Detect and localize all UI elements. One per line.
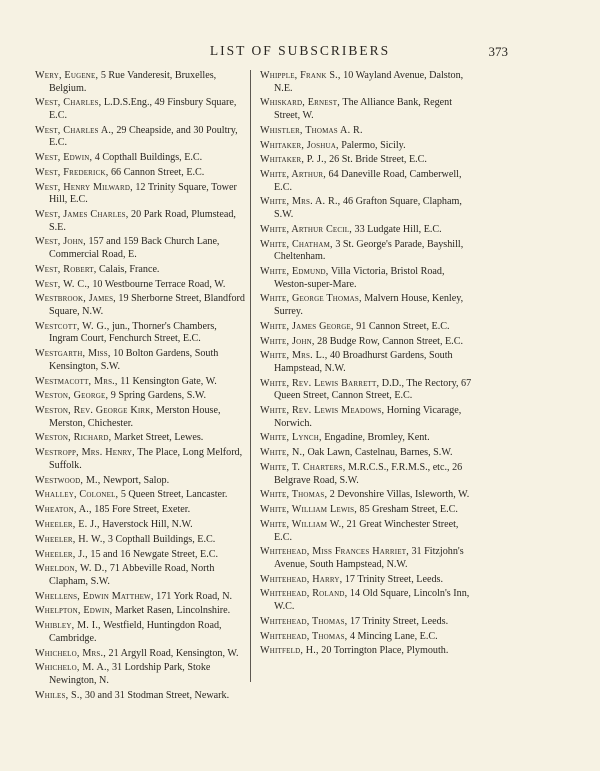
subscriber-entry — [35, 390, 247, 403]
subscriber-entry — [35, 648, 247, 661]
subscriber-entry — [260, 447, 472, 460]
subscriber-entry — [260, 266, 472, 291]
subscriber-name: Westwood, M., — [35, 474, 101, 486]
subscriber-entry — [35, 405, 247, 430]
subscriber-address: 40 Broadhurst Gardens, South Hampstead, N.W. — [274, 350, 453, 374]
subscriber-name: Westmacott, Mrs., — [35, 375, 118, 387]
subscriber-name: Whiles, S., — [35, 689, 83, 701]
subscriber-entry — [260, 462, 472, 487]
subscriber-address: 157 and 159 Back Church Lane, Commercial Road, E. — [49, 236, 220, 261]
subscriber-name: Whichelo, Mrs., — [35, 647, 106, 659]
subscriber-address: 2 Devonshire Villas, Isleworth, W. — [329, 489, 470, 501]
subscriber-name: Westbrook, James, — [35, 293, 116, 305]
subscriber-name: White, Rev. Lewis Barrett, — [260, 377, 380, 389]
subscriber-name: White, N., — [260, 447, 305, 459]
subscriber-address: 17 Trinity Street, Leeds. — [344, 573, 443, 585]
subscriber-address: 9 Spring Gardens, S.W. — [110, 390, 207, 402]
subscriber-name: West, Robert, — [35, 263, 97, 275]
subscriber-address: 20 Park Road, Plumstead, S.E. — [49, 209, 236, 233]
subscriber-address: 28 Budge Row, Cannon Street, E.C. — [317, 335, 464, 347]
subscriber-entry — [260, 616, 472, 629]
subscriber-address: 26 St. Bride Street, E.C. — [329, 154, 427, 166]
subscriber-name: West, W. C., — [35, 278, 90, 290]
subscriber-name: Whitehead, Roland, — [260, 588, 348, 600]
left-column — [35, 70, 247, 705]
subscriber-entry — [260, 224, 472, 237]
subscriber-address: D.D., The Rectory, 67 Queen Street, Cannon Street, E.C. — [274, 377, 472, 402]
subscriber-name: Whitfeld, H., — [260, 645, 319, 657]
subscriber-name: White, Mrs. L., — [260, 350, 328, 362]
subscriber-entry — [35, 264, 247, 277]
subscriber-address: 4 Copthall Buildings, E.C. — [94, 152, 203, 164]
subscriber-name: West, James Charles, — [35, 209, 129, 221]
subscriber-name: Westropp, Mrs. Henry, — [35, 447, 135, 459]
right-column — [260, 70, 472, 660]
page-title: LIST OF SUBSCRIBERS — [209, 43, 391, 58]
subscriber-address: Newport, Salop. — [103, 474, 170, 486]
subscriber-address: 171 York Road, N. — [156, 590, 233, 602]
subscriber-entry — [35, 690, 247, 703]
subscriber-name: White, Arthur Cecil, — [260, 223, 352, 235]
subscriber-name: Wheeler, J., — [35, 548, 88, 560]
subscriber-name: White, William Lewis, — [260, 504, 357, 516]
subscriber-entry — [35, 519, 247, 532]
subscriber-name: Whitaker, Joshua, — [260, 139, 339, 151]
subscriber-name: West, Frederick, — [35, 166, 109, 178]
subscriber-address: 10 Westbourne Terrace Road, W. — [92, 278, 226, 290]
subscriber-address: 4 Mincing Lane, E.C. — [349, 630, 438, 642]
subscriber-address: 10 Wayland Avenue, Dalston, N.E. — [274, 70, 464, 94]
subscriber-address: Market Rasen, Lincolnshire. — [114, 605, 231, 617]
subscriber-address: Engadine, Bromley, Kent. — [324, 432, 430, 444]
subscriber-address: The Alliance Bank, Regent Street, W. — [274, 97, 453, 121]
page-number: 373 — [488, 44, 508, 59]
subscriber-entry — [260, 504, 472, 517]
subscriber-address: L.D.S.Eng., 49 Finsbury Square, E.C. — [49, 97, 237, 121]
subscriber-name: Westcott, W. G., — [35, 320, 110, 332]
subscriber-entry — [35, 293, 247, 318]
subscriber-address: 66 Cannon Street, E.C. — [110, 166, 205, 178]
subscriber-address: 3 St. George's Parade, Bayshill, Cheltenham. — [274, 238, 464, 263]
subscriber-address: M.R.C.S., F.R.M.S., etc., 26 Belgrave Road, S.W. — [274, 462, 463, 486]
subscriber-address: 11 Kensington Gate, W. — [120, 375, 217, 387]
subscriber-name: Weston, Richard, — [35, 432, 112, 444]
subscriber-address: 21 Argyll Road, Kensington, W. — [108, 647, 239, 659]
subscriber-entry — [260, 350, 472, 375]
subscriber-entry — [35, 348, 247, 373]
subscriber-name: White, William W., — [260, 518, 345, 530]
subscriber-name: Wery, Eugene, — [35, 70, 99, 81]
subscriber-entry — [35, 563, 247, 588]
subscriber-name: White, James George, — [260, 320, 354, 332]
page-header — [0, 40, 600, 62]
subscriber-name: White, Rev. Lewis Meadows, — [260, 405, 385, 417]
subscriber-address: 71 Abbeville Road, North Clapham, S.W. — [49, 563, 215, 587]
subscriber-name: Whelpton, Edwin, — [35, 605, 113, 617]
subscriber-entry — [260, 97, 472, 122]
subscriber-entry — [35, 70, 247, 95]
subscriber-name: Whichelo, M. A., — [35, 662, 110, 674]
subscriber-entry — [35, 321, 247, 346]
subscriber-address: 17 Trinity Street, Leeds. — [349, 615, 449, 627]
subscriber-address: 185 Fore Street, Exeter. — [94, 504, 191, 516]
subscriber-entry — [260, 154, 472, 167]
subscriber-address: 91 Cannon Street, E.C. — [356, 320, 450, 332]
subscriber-name: Whitehead, Thomas, — [260, 630, 348, 642]
subscriber-entry — [35, 504, 247, 517]
subscriber-entry — [35, 549, 247, 562]
subscriber-entry — [35, 662, 247, 687]
subscriber-name: Wheaton, A., — [35, 504, 92, 516]
subscriber-entry — [260, 631, 472, 644]
subscriber-address: 29 Cheapside, and 30 Poultry, E.C. — [49, 124, 238, 149]
subscriber-address: 19 Sherborne Street, Blandford Square, N.W. — [49, 293, 245, 317]
subscriber-entry — [260, 546, 472, 571]
subscriber-entry — [260, 293, 472, 318]
subscriber-name: Whipple, Frank S., — [260, 70, 341, 81]
subscriber-name: Wheeler, E. J., — [35, 518, 100, 530]
subscriber-entry — [260, 574, 472, 587]
subscriber-name: Westgarth, Miss, — [35, 348, 111, 360]
subscriber-address: 5 Queen Street, Lancaster. — [120, 489, 228, 501]
subscriber-name: West, Henry Milward, — [35, 181, 133, 193]
subscriber-address: 14 Old Square, Lincoln's Inn, W.C. — [274, 588, 470, 613]
subscriber-entry — [260, 70, 472, 95]
subscriber-name: West, Charles A., — [35, 124, 114, 136]
subscriber-entry — [35, 489, 247, 502]
subscriber-entry — [35, 376, 247, 389]
subscriber-address: Westfield, Huntingdon Road, Cambridge. — [49, 620, 222, 644]
subscriber-address: 3 Copthall Buildings, E.C. — [107, 533, 216, 545]
subscriber-address: Malvern House, Kenley, Surrey. — [274, 293, 464, 317]
subscriber-name: Whistler, Thomas A. R. — [260, 124, 363, 136]
subscriber-address: 85 Gresham Street, E.C. — [359, 504, 458, 516]
subscriber-entry — [35, 209, 247, 234]
subscriber-entry — [260, 169, 472, 194]
subscriber-entry — [260, 125, 472, 138]
subscriber-entry — [260, 239, 472, 264]
subscriber-entry — [35, 167, 247, 180]
subscriber-entry — [260, 140, 472, 153]
subscriber-entry — [260, 336, 472, 349]
subscriber-name: West, John, — [35, 236, 86, 248]
subscriber-name: Whitehead, Miss Frances Harriet, — [260, 546, 409, 558]
subscriber-name: Whiskard, Ernest, — [260, 97, 341, 109]
subscriber-address: 21 Great Winchester Street, E.C. — [274, 518, 459, 543]
subscriber-entry — [260, 489, 472, 502]
subscriber-name: White, George Thomas, — [260, 293, 362, 305]
subscriber-entry — [260, 588, 472, 613]
subscriber-entry — [35, 182, 247, 207]
subscriber-entry — [35, 236, 247, 261]
subscriber-address: jun., Thorner's Chambers, Ingram Court, Fenchurch Street, E.C. — [49, 320, 217, 345]
subscriber-name: White, Lynch, — [260, 432, 322, 444]
subscriber-name: Whitehead, Thomas, — [260, 615, 348, 627]
column-divider — [250, 70, 251, 682]
subscriber-address: 5 Rue Vanderesit, Bruxelles, Belgium. — [49, 70, 217, 94]
subscriber-name: Whibley, M. I., — [35, 620, 101, 632]
subscriber-entry — [35, 152, 247, 165]
subscriber-address: 33 Ludgate Hill, E.C. — [354, 223, 442, 235]
subscriber-name: Whalley, Colonel, — [35, 489, 119, 501]
subscriber-name: Weston, Rev. George Kirk, — [35, 405, 154, 417]
subscriber-entry — [260, 196, 472, 221]
subscriber-entry — [260, 405, 472, 430]
subscriber-entry — [35, 591, 247, 604]
subscriber-address: Palermo, Sicily. — [341, 139, 406, 151]
subscriber-address: 20 Torrington Place, Plymouth. — [321, 645, 449, 657]
subscriber-address: 46 Grafton Square, Clapham, S.W. — [274, 196, 462, 221]
subscriber-name: Wheeler, H. W., — [35, 533, 106, 545]
subscriber-name: Weston, George, — [35, 390, 109, 402]
subscriber-address: Market Street, Lewes. — [113, 432, 204, 444]
subscriber-address: 15 and 16 Newgate Street, E.C. — [90, 548, 219, 560]
subscriber-name: West, Charles, — [35, 97, 102, 109]
subscriber-name: White, Edmund, — [260, 266, 329, 277]
subscriber-address: 31 Fitzjohn's Avenue, South Hampstead, N.W. — [274, 546, 464, 570]
subscriber-entry — [260, 321, 472, 334]
subscriber-name: Whellens, Edwin Matthew, — [35, 590, 154, 602]
subscriber-entry — [260, 519, 472, 544]
subscriber-name: White, T. Charters, — [260, 462, 346, 473]
subscriber-entry — [35, 279, 247, 292]
subscriber-entry — [35, 97, 247, 122]
subscriber-address: Calais, France. — [99, 263, 160, 275]
subscriber-address: 30 and 31 Stodman Street, Newark. — [84, 689, 230, 701]
subscriber-address: 64 Daneville Road, Camberwell, E.C. — [274, 169, 462, 193]
subscriber-name: White, Mrs. A. R., — [260, 196, 341, 208]
subscriber-entry — [35, 447, 247, 472]
subscriber-entry — [35, 605, 247, 618]
subscriber-address: Oak Lawn, Castelnau, Barnes, S.W. — [307, 447, 453, 459]
subscriber-name: White, Thomas, — [260, 489, 328, 501]
subscriber-address: The Place, Long Melford, Suffolk. — [49, 447, 243, 471]
subscriber-entry — [35, 620, 247, 645]
subscriber-entry — [35, 534, 247, 547]
subscriber-address: Villa Victoria, Bristol Road, Weston-super-Mare. — [274, 266, 445, 290]
subscriber-address: Horning Vicarage, Norwich. — [274, 405, 462, 429]
subscriber-name: White, John, — [260, 335, 315, 347]
subscriber-name: White, Chatham, — [260, 238, 333, 250]
subscriber-name: White, Arthur, — [260, 169, 326, 181]
subscriber-name: West, Edwin, — [35, 152, 93, 164]
subscriber-entry — [35, 432, 247, 445]
subscriber-entry — [35, 475, 247, 488]
subscriber-address: Haverstock Hill, N.W. — [102, 518, 193, 530]
subscriber-address: 12 Trinity Square, Tower Hill, E.C. — [49, 181, 237, 206]
subscriber-entry — [260, 432, 472, 445]
subscriber-name: Whitaker, P. J., — [260, 154, 327, 166]
subscriber-entry — [260, 378, 472, 403]
subscriber-address: Merston House, Merston, Chichester. — [49, 405, 221, 429]
subscriber-address: 31 Lordship Park, Stoke Newington, N. — [49, 662, 211, 686]
subscriber-address: 10 Bolton Gardens, South Kensington, S.W. — [49, 348, 219, 372]
subscriber-name: Wheldon, W. D., — [35, 563, 108, 575]
subscriber-entry — [35, 125, 247, 150]
subscriber-entry — [260, 645, 472, 658]
subscriber-name: Whitehead, Harry, — [260, 573, 343, 585]
